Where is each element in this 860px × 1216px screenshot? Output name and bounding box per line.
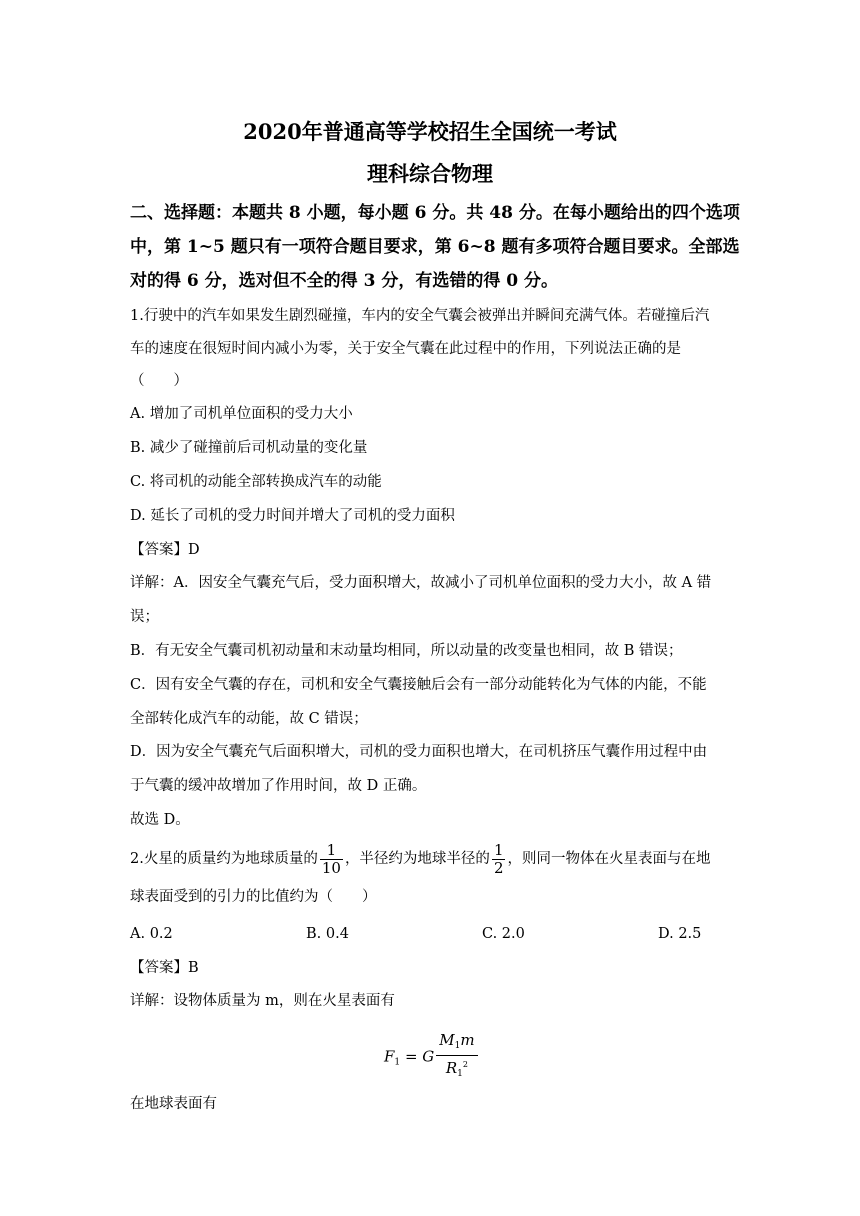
q2-stem-part: ，半径约为地球半径的 <box>344 851 490 867</box>
equation-lhs-subscript: 1 <box>394 1057 401 1068</box>
q1-explanation-line: B．有无安全气囊司机初动量和末动量均相同，所以动量的改变量也相同，故 B 错误； <box>130 643 683 659</box>
q1-explanation-line: 全部转化成汽车的动能，故 C 错误； <box>130 711 368 727</box>
q1-explanation-line: D．因为安全气囊充气后面积增大，司机的受力面积也增大，在司机挤压气囊作用过程中由 <box>130 744 708 760</box>
fraction-denominator: 2 <box>493 858 504 877</box>
q1-explanation-line: 误； <box>130 609 159 625</box>
q1-explanation-line: 详解：A．因安全气囊充气后，受力面积增大，故减小了司机单位面积的受力大小，故 A 错 <box>130 575 712 591</box>
q2-option-a: A. 0.2 <box>130 926 173 942</box>
q2-stem-line <box>130 840 710 878</box>
equation-numerator <box>436 1032 477 1056</box>
q2-explanation-line: 详解：设物体质量为 m，则在火星表面有 <box>130 993 395 1009</box>
fraction-denominator: 10 <box>321 858 341 877</box>
numerator-subscript: 1 <box>454 1041 461 1051</box>
q1-stem-line: 车的速度在很短时间内减小为零，关于安全气囊在此过程中的作用，下列说法正确的是 <box>130 341 681 357</box>
section-intro-line: 对的得 6 分，选对但不全的得 3 分，有选错的得 0 分。 <box>130 271 558 291</box>
q1-stem-line: （ ） <box>130 373 188 389</box>
q2-stem-part: ，则同一物体在火星表面与在地 <box>507 851 711 867</box>
q1-answer: 【答案】D <box>130 542 200 558</box>
q2-stem-line: 球表面受到的引力的比值约为（ ） <box>130 889 377 905</box>
q2-fraction-radius <box>492 842 506 877</box>
q1-option-a: A. 增加了司机单位面积的受力大小 <box>130 406 353 422</box>
q2-fraction-mass <box>320 842 343 877</box>
q1-explanation-line: 于气囊的缓冲故增加了作用时间，故 D 正确。 <box>130 778 427 794</box>
q2-option-d: D. 2.5 <box>658 926 702 942</box>
q2-option-c: C. 2.0 <box>482 926 525 942</box>
equation-constant: G <box>422 1047 435 1066</box>
q1-explanation-line: 故选 D。 <box>130 812 190 828</box>
exam-subtitle: 理科综合物理 <box>367 161 493 186</box>
numerator-m: m <box>460 1031 475 1049</box>
q2-answer: 【答案】B <box>130 960 199 976</box>
q1-option-b: B. 减少了碰撞前后司机动量的变化量 <box>130 440 368 456</box>
q2-explanation-line: 在地球表面有 <box>130 1096 217 1112</box>
exam-title: 2020年普通高等学校招生全国统一考试 <box>243 119 617 144</box>
equation-equals: = <box>404 1047 418 1066</box>
denominator-subscript: 1 <box>457 1069 463 1079</box>
gravity-equation-mars <box>384 1032 478 1083</box>
q2-stem-part: 2.火星的质量约为地球质量的 <box>130 851 318 867</box>
q1-option-c: C. 将司机的动能全部转换成汽车的动能 <box>130 474 382 490</box>
q1-option-d: D. 延长了司机的受力时间并增大了司机的受力面积 <box>130 508 455 524</box>
q1-explanation-line: C．因有安全气囊的存在，司机和安全气囊接触后会有一部分动能转化为气体的内能，不能 <box>130 677 707 693</box>
equation-denominator <box>436 1056 477 1083</box>
numerator-mass: M <box>439 1031 455 1049</box>
section-intro-line: 中，第 1~5 题只有一项符合题目要求，第 6~8 题有多项符合题目要求。全部选 <box>130 237 740 257</box>
denominator-exponent: 2 <box>462 1060 468 1069</box>
equation-fraction <box>436 1032 477 1083</box>
equation-lhs: F <box>384 1047 395 1066</box>
q1-stem-line: 1.行驶中的汽车如果发生剧烈碰撞，车内的安全气囊会被弹出并瞬间充满气体。若碰撞后汽 <box>130 308 710 324</box>
q2-option-b: B. 0.4 <box>306 926 349 942</box>
fraction-numerator: 1 <box>493 840 504 859</box>
fraction-numerator: 1 <box>320 842 343 860</box>
section-intro-line: 二、选择题：本题共 8 小题，每小题 6 分。共 48 分。在每小题给出的四个选项 <box>130 203 740 223</box>
denominator-radius: R <box>445 1059 458 1077</box>
